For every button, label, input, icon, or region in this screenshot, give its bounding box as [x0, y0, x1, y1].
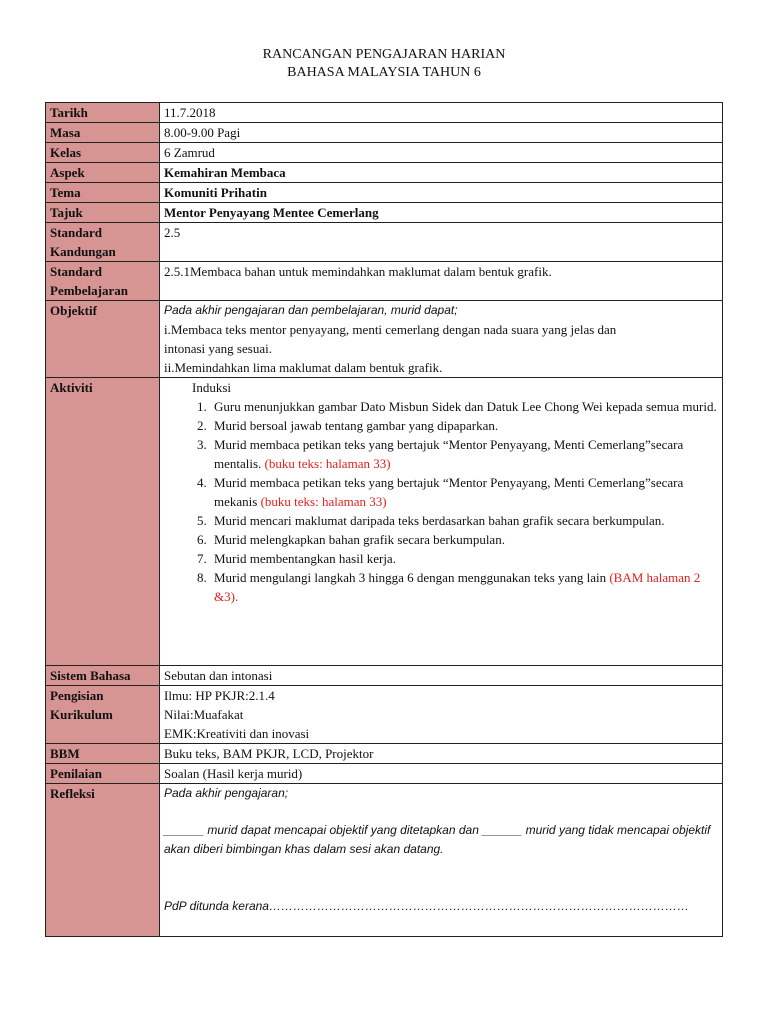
pk-line-2: Nilai:Muafakat	[164, 707, 244, 722]
value-aktiviti	[160, 378, 723, 666]
label-pengisian-kurikulum	[46, 686, 160, 744]
row-masa	[46, 123, 723, 143]
label-aktiviti: Aktiviti	[46, 378, 160, 666]
aktiviti-item-6	[210, 530, 718, 549]
title-line-2: BAHASA MALAYSIA TAHUN 6	[287, 65, 481, 80]
row-objektif	[46, 301, 723, 378]
refleksi-line-3: PdP ditunda kerana……………………………………………………………………………………………	[164, 899, 689, 913]
objektif-intro: Pada akhir pengajaran dan pembelajaran, murid dapat;	[164, 303, 458, 317]
aktiviti-item-4-ref: (buku teks: halaman 33)	[260, 494, 387, 509]
label-kelas: Kelas	[46, 143, 160, 163]
label-pk-line-2: Kurikulum	[50, 707, 113, 722]
value-tajuk: Mentor Penyayang Mentee Cemerlang	[160, 203, 723, 223]
label-standard-kandungan	[46, 223, 160, 262]
row-penilaian	[46, 764, 723, 784]
pk-line-1: Ilmu: HP PKJR:2.1.4	[164, 688, 275, 703]
aktiviti-item-4-text: Murid membaca petikan teks yang bertajuk “Mentor Penyayang, Menti Cemerlang”secara mekanis	[214, 475, 684, 509]
aktiviti-item-8	[210, 568, 718, 606]
value-kelas: 6 Zamrud	[160, 143, 723, 163]
aktiviti-item-1	[210, 397, 718, 416]
value-standard-pembelajaran: 2.5.1Membaca bahan untuk memindahkan maklumat dalam bentuk grafik.	[160, 262, 723, 301]
value-aspek: Kemahiran Membaca	[160, 163, 723, 183]
aktiviti-item-8-ref: (BAM halaman 2 &3).	[214, 570, 701, 604]
label-sp-line-2: Pembelajaran	[50, 283, 128, 298]
objektif-line-3: ii.Memindahkan lima maklumat dalam bentuk grafik.	[164, 360, 443, 375]
value-pengisian-kurikulum	[160, 686, 723, 744]
label-pk-line-1: Pengisian	[50, 688, 104, 703]
label-masa: Masa	[46, 123, 160, 143]
label-sistem-bahasa: Sistem Bahasa	[46, 666, 160, 686]
label-aspek: Aspek	[46, 163, 160, 183]
value-tema: Komuniti Prihatin	[160, 183, 723, 203]
row-bbm	[46, 744, 723, 764]
row-aktiviti	[46, 378, 723, 666]
document-title	[0, 46, 768, 82]
label-tema: Tema	[46, 183, 160, 203]
label-tajuk: Tajuk	[46, 203, 160, 223]
row-kelas	[46, 143, 723, 163]
row-sistem-bahasa	[46, 666, 723, 686]
value-refleksi	[160, 784, 723, 937]
value-bbm: Buku teks, BAM PKJR, LCD, Projektor	[160, 744, 723, 764]
aktiviti-item-1-text: Guru menunjukkan gambar Dato Misbun Sidek dan Datuk Lee Chong Wei kepada semua murid.	[214, 399, 717, 414]
aktiviti-item-2-text: Murid bersoal jawab tentang gambar yang dipaparkan.	[214, 418, 499, 433]
aktiviti-item-6-text: Murid melengkapkan bahan grafik secara berkumpulan.	[214, 532, 505, 547]
aktiviti-item-7-text: Murid membentangkan hasil kerja.	[214, 551, 396, 566]
label-sp-line-1: Standard	[50, 264, 103, 279]
aktiviti-item-8-text: Murid mengulangi langkah 3 hingga 6 dengan menggunakan teks yang lain	[214, 570, 607, 585]
value-masa: 8.00-9.00 Pagi	[160, 123, 723, 143]
value-objektif	[160, 301, 723, 378]
row-standard-kandungan	[46, 223, 723, 262]
aktiviti-item-3	[210, 435, 718, 473]
refleksi-line-2: ______ murid dapat mencapai objektif yang ditetapkan dan ______ murid yang tidak mencapai objektif akan diberi bimbingan khas dalam sesi akan datang.	[164, 823, 711, 856]
value-standard-kandungan: 2.5	[160, 223, 723, 262]
value-tarikh: 11.7.2018	[160, 103, 723, 123]
row-standard-pembelajaran	[46, 262, 723, 301]
label-standard-pembelajaran	[46, 262, 160, 301]
aktiviti-item-7	[210, 549, 718, 568]
objektif-line-2: intonasi yang sesuai.	[164, 341, 272, 356]
row-tajuk	[46, 203, 723, 223]
aktiviti-heading: Induksi	[192, 380, 231, 395]
label-tarikh: Tarikh	[46, 103, 160, 123]
row-refleksi	[46, 784, 723, 937]
aktiviti-item-3-ref: (buku teks: halaman 33)	[264, 456, 391, 471]
row-tarikh	[46, 103, 723, 123]
label-sk-line-2: Kandungan	[50, 244, 116, 259]
label-penilaian: Penilaian	[46, 764, 160, 784]
row-pengisian-kurikulum	[46, 686, 723, 744]
title-line-1: RANCANGAN PENGAJARAN HARIAN	[262, 47, 506, 62]
label-sk-line-1: Standard	[50, 225, 103, 240]
objektif-line-1: i.Membaca teks mentor penyayang, menti cemerlang dengan nada suara yang jelas dan	[164, 322, 617, 337]
row-aspek	[46, 163, 723, 183]
aktiviti-item-3-text: Murid membaca petikan teks yang bertajuk “Mentor Penyayang, Menti Cemerlang”secara mentalis.	[214, 437, 684, 471]
label-refleksi: Refleksi	[46, 784, 160, 937]
aktiviti-item-5	[210, 511, 718, 530]
label-bbm: BBM	[46, 744, 160, 764]
aktiviti-item-5-text: Murid mencari maklumat daripada teks berdasarkan bahan grafik secara berkumpulan.	[214, 513, 665, 528]
label-objektif: Objektif	[46, 301, 160, 378]
row-tema	[46, 183, 723, 203]
aktiviti-item-2	[210, 416, 718, 435]
value-penilaian: Soalan (Hasil kerja murid)	[160, 764, 723, 784]
refleksi-line-1: Pada akhir pengajaran;	[164, 786, 289, 800]
lesson-plan-table	[45, 102, 723, 937]
aktiviti-list	[164, 397, 718, 606]
pk-line-3: EMK:Kreativiti dan inovasi	[164, 726, 310, 741]
aktiviti-item-4	[210, 473, 718, 511]
value-sistem-bahasa: Sebutan dan intonasi	[160, 666, 723, 686]
